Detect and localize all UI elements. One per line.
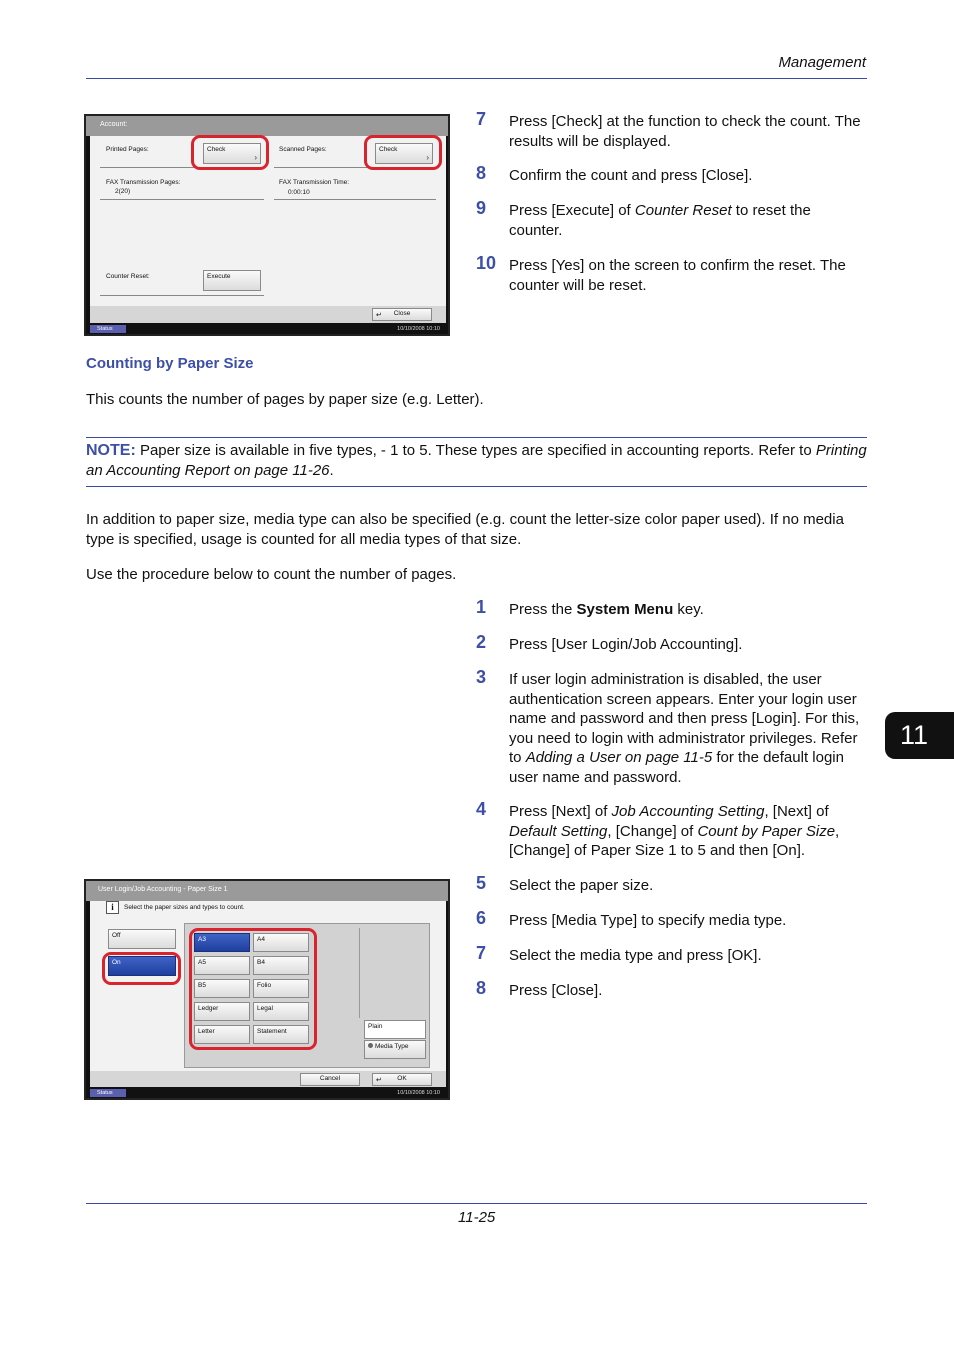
fax-pages-label: FAX Transmission Pages: xyxy=(106,179,181,186)
size-a3-button[interactable]: A3 xyxy=(194,933,250,952)
screen-title: Account: xyxy=(86,116,448,136)
step-text: Select the media type and press [OK]. xyxy=(509,947,762,964)
check-label: Check xyxy=(207,146,226,153)
close-label: Close xyxy=(393,310,411,317)
account-screen-image xyxy=(84,114,450,336)
note-rule-bottom xyxy=(86,486,867,487)
highlight-ring xyxy=(189,928,317,1050)
media-type-label: Media Type xyxy=(375,1043,409,1050)
step-number: 7 xyxy=(476,943,487,963)
size-letter-button[interactable]: Letter xyxy=(194,1025,250,1044)
on-button[interactable]: On xyxy=(108,956,176,976)
step-1 xyxy=(476,597,868,620)
step-3 xyxy=(476,667,868,787)
highlight-ring xyxy=(102,952,181,985)
section-intro: This counts the number of pages by paper size (e.g. Letter). xyxy=(86,391,484,408)
check-label: Check xyxy=(379,146,398,153)
fax-pages-value: 2(20) xyxy=(115,188,131,195)
header-rule xyxy=(86,78,867,79)
divider xyxy=(100,295,264,296)
screen-title: User Login/Job Accounting - Paper Size 1 xyxy=(86,881,448,901)
step-number: 2 xyxy=(476,632,487,652)
enter-icon: ↵ xyxy=(376,312,382,319)
enter-icon: ↵ xyxy=(376,1077,382,1084)
step-4 xyxy=(476,799,868,861)
note-rule-top xyxy=(86,437,867,438)
footer-bar xyxy=(90,306,446,324)
step-number: 7 xyxy=(476,109,487,129)
step-text: Press [Execute] of Counter Reset to reset the counter. xyxy=(509,202,811,239)
radio-icon xyxy=(368,1043,373,1048)
step-number: 5 xyxy=(476,873,487,893)
step-6 xyxy=(476,908,868,931)
info-text: Select the paper sizes and types to count. xyxy=(124,904,245,911)
section-heading: Counting by Paper Size xyxy=(86,355,254,372)
step-text: Press [Yes] on the screen to confirm the reset. The counter will be reset. xyxy=(509,257,846,294)
scanned-pages-label: Scanned Pages: xyxy=(279,146,327,153)
size-folio-button[interactable]: Folio xyxy=(253,979,309,998)
close-button[interactable] xyxy=(372,308,432,321)
ok-button[interactable] xyxy=(372,1073,432,1086)
step-text: Press [Close]. xyxy=(509,982,603,999)
step-number: 3 xyxy=(476,667,487,687)
highlight-ring xyxy=(191,135,269,170)
size-a4-button[interactable]: A4 xyxy=(253,933,309,952)
step-text: If user login administration is disabled, the user authentication screen appears. Enter your login user name and password and then press [Login]. For this, you need to login with administrator privileges. Refer to Adding a User on page 11-5 for the default login user name and password. xyxy=(509,671,860,786)
step-text: Press [Next] of Job Accounting Setting, [Next] of Default Setting, [Change] of Count by Paper Size, [Change] of Paper Size 1 to 5 and then [On]. xyxy=(509,803,840,859)
paragraph: In addition to paper size, media type can also be specified (e.g. count the letter-size color paper used). If no media type is specified, usage is counted for all media types of that size. xyxy=(86,511,844,548)
datetime: 10/10/2008 10:10 xyxy=(397,1090,440,1096)
step-text: Confirm the count and press [Close]. xyxy=(509,167,753,184)
counter-reset-label: Counter Reset: xyxy=(106,273,150,280)
size-legal-button[interactable]: Legal xyxy=(253,1002,309,1021)
step-8 xyxy=(476,163,868,186)
status-bar xyxy=(86,323,448,334)
step-5 xyxy=(476,873,868,896)
ok-label: OK xyxy=(397,1075,407,1082)
info-icon: i xyxy=(106,901,119,914)
status-button[interactable]: Status xyxy=(90,325,126,333)
step-number: 9 xyxy=(476,198,487,218)
step-7 xyxy=(476,109,868,151)
step-text: Press the System Menu key. xyxy=(509,601,704,618)
media-value: Plain xyxy=(364,1020,426,1039)
step-8b xyxy=(476,978,868,1001)
size-ledger-button[interactable]: Ledger xyxy=(194,1002,250,1021)
paragraph: Use the procedure below to count the number of pages. xyxy=(86,566,457,583)
media-type-button[interactable] xyxy=(364,1040,426,1059)
step-2 xyxy=(476,632,868,655)
step-number: 8 xyxy=(476,163,487,183)
step-text: Press [User Login/Job Accounting]. xyxy=(509,636,743,653)
chevron-right-icon: › xyxy=(426,153,429,162)
header-title: Management xyxy=(778,54,866,71)
fax-time-value: 0:00:10 xyxy=(288,189,310,196)
step-10 xyxy=(476,253,868,295)
status-button[interactable]: Status xyxy=(90,1089,126,1097)
step-number: 4 xyxy=(476,799,487,819)
step-number: 1 xyxy=(476,597,487,617)
paper-size-screen-image xyxy=(84,879,450,1100)
fax-time-label: FAX Transmission Time: xyxy=(279,179,350,186)
size-a5-button[interactable]: A5 xyxy=(194,956,250,975)
divider xyxy=(274,199,436,200)
datetime: 10/10/2008 10:10 xyxy=(397,326,440,332)
divider xyxy=(359,928,360,1018)
step-number: 8 xyxy=(476,978,487,998)
step-number: 6 xyxy=(476,908,487,928)
size-b4-button[interactable]: B4 xyxy=(253,956,309,975)
size-b5-button[interactable]: B5 xyxy=(194,979,250,998)
note-label: NOTE: xyxy=(86,442,136,459)
step-text: Press [Media Type] to specify media type. xyxy=(509,912,787,929)
note-reference: Printing an Accounting Report on page 11-26 xyxy=(86,442,867,479)
chapter-tab: 11 xyxy=(885,712,954,759)
step-text: Select the paper size. xyxy=(509,877,654,894)
execute-button[interactable]: Execute xyxy=(203,270,261,291)
page-number: 11-25 xyxy=(458,1209,496,1226)
step-9 xyxy=(476,198,868,240)
step-text: Press [Check] at the function to check the count. The results will be displayed. xyxy=(509,113,861,150)
step-number: 10 xyxy=(476,253,497,273)
highlight-ring xyxy=(364,135,442,170)
note: NOTE: Paper size is available in five types, - 1 to 5. These types are specified in accounting reports. Refer to Printing an Accounting Report on page 11-26. xyxy=(86,442,867,479)
off-button[interactable]: Off xyxy=(108,929,176,949)
status-bar xyxy=(86,1087,448,1098)
printed-pages-label: Printed Pages: xyxy=(106,146,149,153)
step-7b xyxy=(476,943,868,966)
cancel-button[interactable]: Cancel xyxy=(300,1073,360,1086)
footer-rule xyxy=(86,1203,867,1204)
size-statement-button[interactable]: Statement xyxy=(253,1025,309,1044)
chevron-right-icon: › xyxy=(254,153,257,162)
divider xyxy=(100,199,264,200)
